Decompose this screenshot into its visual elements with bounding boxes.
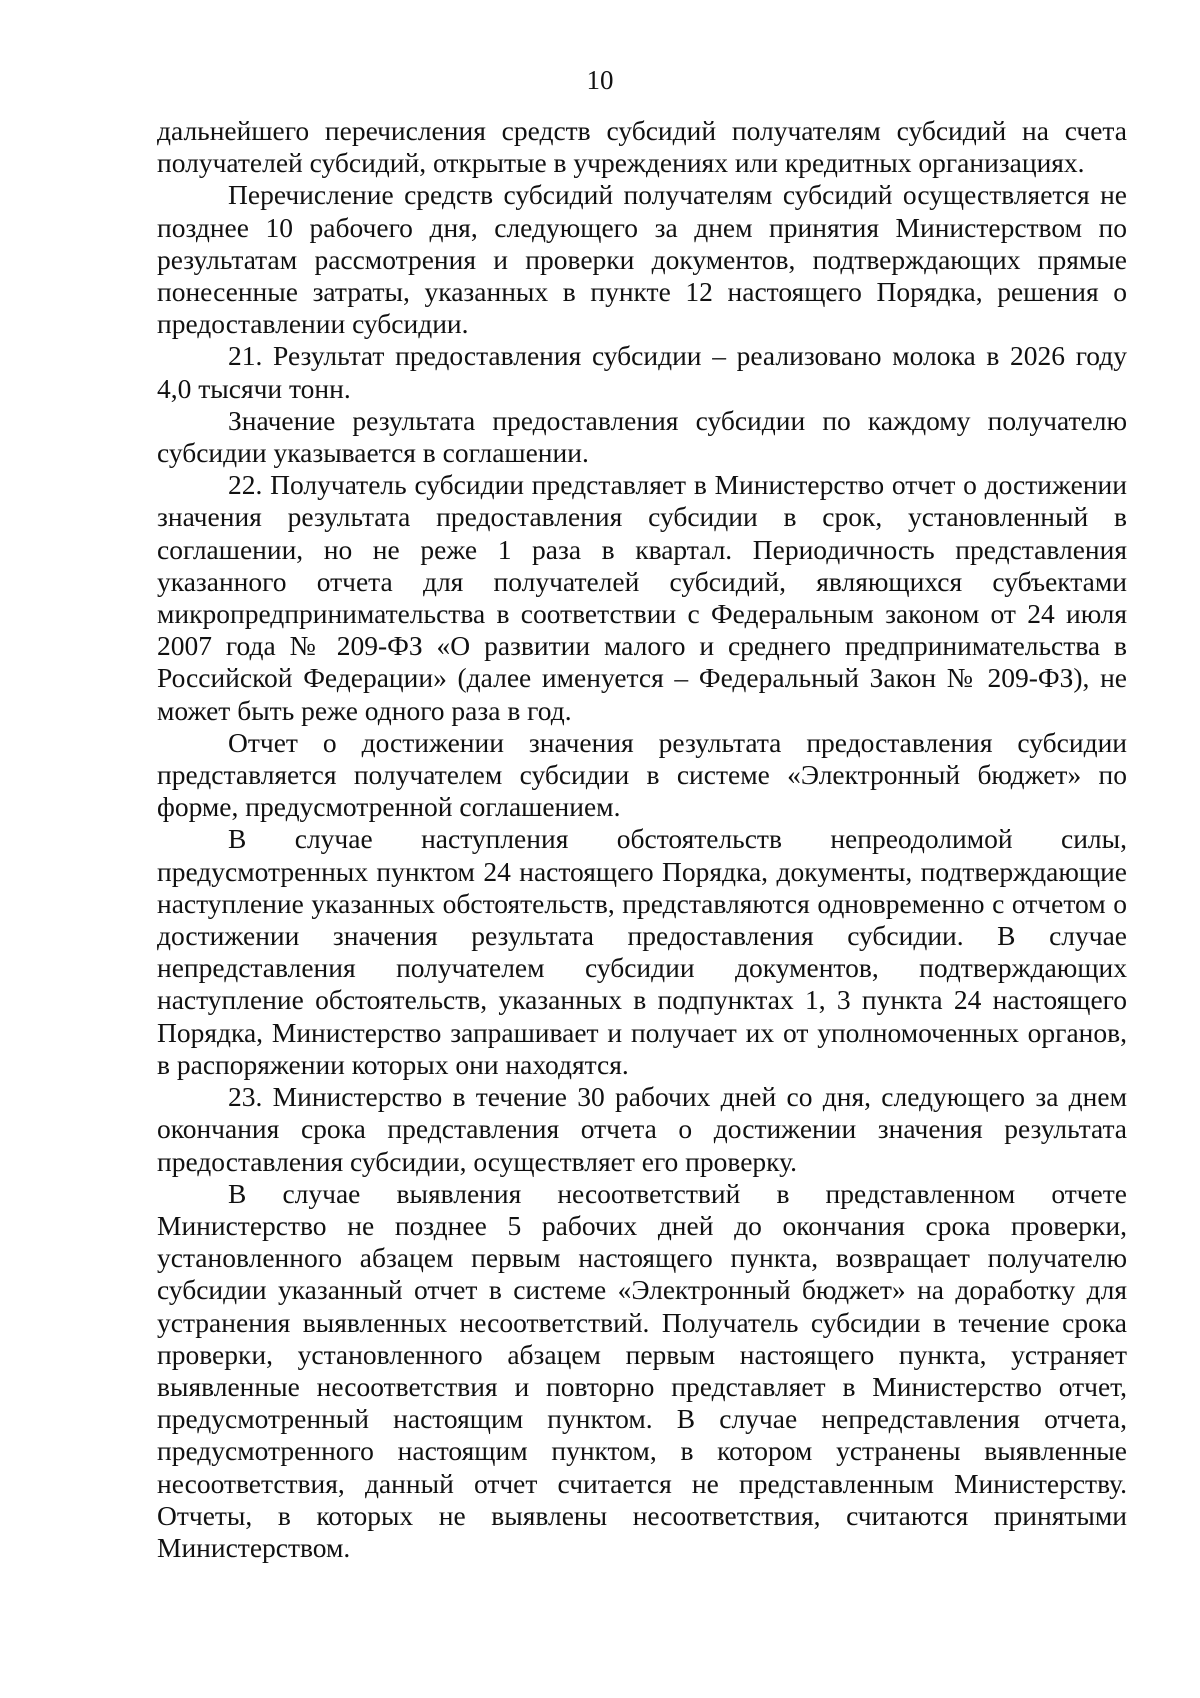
page-number: 10 <box>586 65 614 95</box>
paragraph-discrepancies: В случае выявления несоответствий в представленном отчете Министерство не позднее 5 рабочих дней до окончания срока проверки, установленного абзацем первым настоящего пункта, возвращает получателю субсидии указанный отчет в системе «Электронный бюджет» на доработку для устранения выявленных несоответствий. Получатель субсидии в течение срока проверки, установленного абзацем первым настоящего пункта, устраняет выявленные несоответствия и повторно представляет в Министерство отчет, предусмотренный настоящим пунктом. В случае непредставления отчета, предусмотренного настоящим пунктом, в котором устранены выявленные несоответствия, данный отчет считается не представленным Министерству. Отчеты, в которых не выявлены несоответствия, считаются принятыми Министерством. <box>157 1177 1127 1563</box>
paragraph-continuation: дальнейшего перечисления средств субсидий получателям субсидий на счета получателей субсидий, открытые в учреждениях или кредитных организациях. <box>157 115 1127 179</box>
paragraph-subsidy-transfer: Перечисление средств субсидий получателям субсидий осуществляется не позднее 10 рабочего дня, следующего за днем принятия Министерством по результатам рассмотрения и проверки документов, подтверждающих прямые понесенные затраты, указанных в пункте 12 настоящего Порядка, решения о предоставлении субсидии. <box>157 179 1127 340</box>
paragraph-item-23: 23. Министерство в течение 30 рабочих дней со дня, следующего за днем окончания срока представления отчета о достижении значения результата предоставления субсидии, осуществляет его проверку. <box>157 1081 1127 1177</box>
paragraph-item-21: 21. Результат предоставления субсидии – реализовано молока в 2026 году 4,0 тысячи тонн. <box>157 340 1127 404</box>
paragraph-force-majeure: В случае наступления обстоятельств непреодолимой силы, предусмотренных пунктом 24 настоящего Порядка, документы, подтверждающие наступление указанных обстоятельств, представляются одновременно с отчетом о достижении значения результата предоставления субсидии. В случае непредставления получателем субсидии документов, подтверждающих наступление обстоятельств, указанных в подпунктах 1, 3 пункта 24 настоящего Порядка, Министерство запрашивает и получает их от уполномоченных органов, в распоряжении которых они находятся. <box>157 823 1127 1080</box>
paragraph-item-22: 22. Получатель субсидии представляет в Министерство отчет о достижении значения результата предоставления субсидии в срок, установленный в соглашении, но не реже 1 раза в квартал. Периодичность представления указанного отчета для получателей субсидий, являющихся субъектами микропредпринимательства в соответствии с Федеральным законом от 24 июля 2007 года № 209-ФЗ «О развитии малого и среднего предпринимательства в Российской Федерации» (далее именуется – Федеральный Закон № 209-ФЗ), не может быть реже одного раза в год. <box>157 469 1127 726</box>
paragraph-report-submission: Отчет о достижении значения результата предоставления субсидии представляется получателем субсидии в системе «Электронный бюджет» по форме, предусмотренной соглашением. <box>157 726 1127 823</box>
paragraph-result-value: Значение результата предоставления субсидии по каждому получателю субсидии указывается в соглашении. <box>157 404 1127 469</box>
document-body <box>157 115 1127 1564</box>
